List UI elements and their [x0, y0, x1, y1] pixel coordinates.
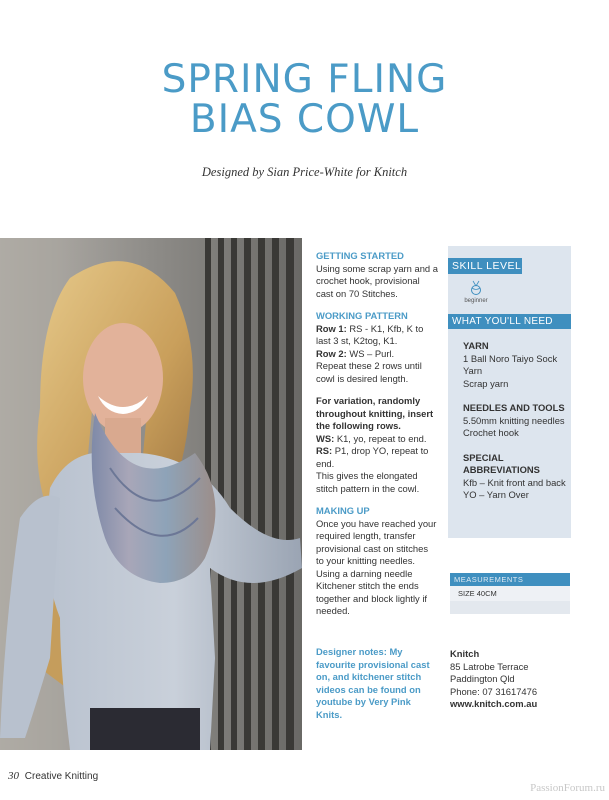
ws-text: K1, yo, repeat to end.	[334, 432, 427, 444]
making-up-text: Once you have reached your required length, transfer provisional cast on stitches to your knitting needles. Using a darning needle Kitchener stitch the ends together and block lightly if needed.	[316, 517, 437, 616]
yarn-item-2: Scrap yarn	[463, 377, 509, 389]
variation-intro: For variation, randomly throughout knitting, insert the following rows.	[316, 395, 434, 431]
getting-started-text: Using some scrap yarn and a crochet hook, provisional cast on 70 Stitches.	[316, 262, 438, 299]
abbreviations-heading-line-1: SPECIAL	[463, 451, 504, 463]
skill-level-heading: SKILL LEVEL	[448, 258, 522, 274]
yarn-ball-icon	[469, 280, 483, 296]
yarn-heading: YARN	[463, 340, 489, 351]
abbreviation-item-1: Kfb – Knit front and back	[463, 476, 566, 488]
contact-address-1: 85 Latrobe Terrace	[450, 660, 529, 672]
ws-label: WS:	[316, 432, 335, 444]
rs-label: RS:	[316, 445, 333, 456]
watermark: PassionForum.ru	[530, 782, 605, 794]
what-you-need-heading: WHAT YOU'LL NEED	[448, 314, 571, 329]
page-title	[0, 57, 609, 142]
title-line-1: SPRING FLING	[161, 57, 448, 102]
repeat-text: Repeat these 2 rows until cowl is desired length.	[316, 360, 422, 384]
row-2-label: Row 2:	[316, 347, 347, 359]
row-1-instruction	[316, 323, 438, 348]
rs-text: P1, drop YO, repeat to end.	[316, 445, 429, 469]
abbreviations-heading-line-2: ABBREVIATIONS	[463, 464, 540, 475]
row-2-instruction	[316, 348, 438, 361]
needles-item-2: Crochet hook	[463, 427, 519, 438]
contact-phone: Phone: 07 31617476	[450, 685, 538, 697]
abbreviation-item-2: YO – Yarn Over	[463, 489, 529, 500]
yarn-item-1: 1 Ball Noro Taiyo Sock Yarn	[463, 352, 558, 376]
needles-heading: NEEDLES AND TOOLS	[463, 402, 565, 413]
row-2-text: WS – Purl.	[346, 347, 395, 359]
publication-name: Creative Knitting	[24, 771, 99, 782]
measurements-empty-row	[450, 601, 570, 614]
page-number: 30	[8, 770, 19, 782]
contact-website: www.knitch.com.au	[450, 698, 538, 709]
contact-address-2: Paddington Qld	[450, 673, 515, 684]
contact-name: Knitch	[450, 648, 480, 659]
model-photo	[0, 238, 302, 750]
row-1-label: Row 1:	[316, 322, 347, 334]
rs-instruction	[316, 445, 438, 470]
designer-credit: Designed by Sian Price-White for Knitch	[201, 165, 408, 179]
getting-started-heading: GETTING STARTED	[316, 250, 404, 261]
row-1-text: RS - K1, Kfb, K to last 3 st, K2tog, K1.	[316, 322, 424, 346]
variation-note: This gives the elongated stitch pattern in the cowl.	[316, 470, 420, 494]
designer-notes: Designer notes: My favourite provisional cast on, and kitchener stitch videos can be found on youtube by Very Pink Knits.	[316, 646, 430, 720]
contact-block	[450, 648, 570, 711]
instructions-column	[316, 250, 438, 618]
skill-level-badge	[456, 280, 496, 304]
skill-level-label: beginner	[464, 298, 488, 304]
needles-item-1: 5.50mm knitting needles	[463, 414, 565, 426]
abbreviations-heading	[463, 452, 568, 477]
making-up-heading: MAKING UP	[316, 505, 370, 516]
measurements-heading: MEASUREMENTS	[450, 573, 570, 586]
ws-instruction	[316, 433, 438, 446]
what-you-need-list	[463, 340, 568, 502]
working-pattern-heading: WORKING PATTERN	[316, 310, 408, 321]
measurements-size: SIZE 40CM	[450, 586, 570, 601]
title-line-2: BIAS COWL	[189, 97, 420, 142]
page-footer	[8, 770, 98, 782]
